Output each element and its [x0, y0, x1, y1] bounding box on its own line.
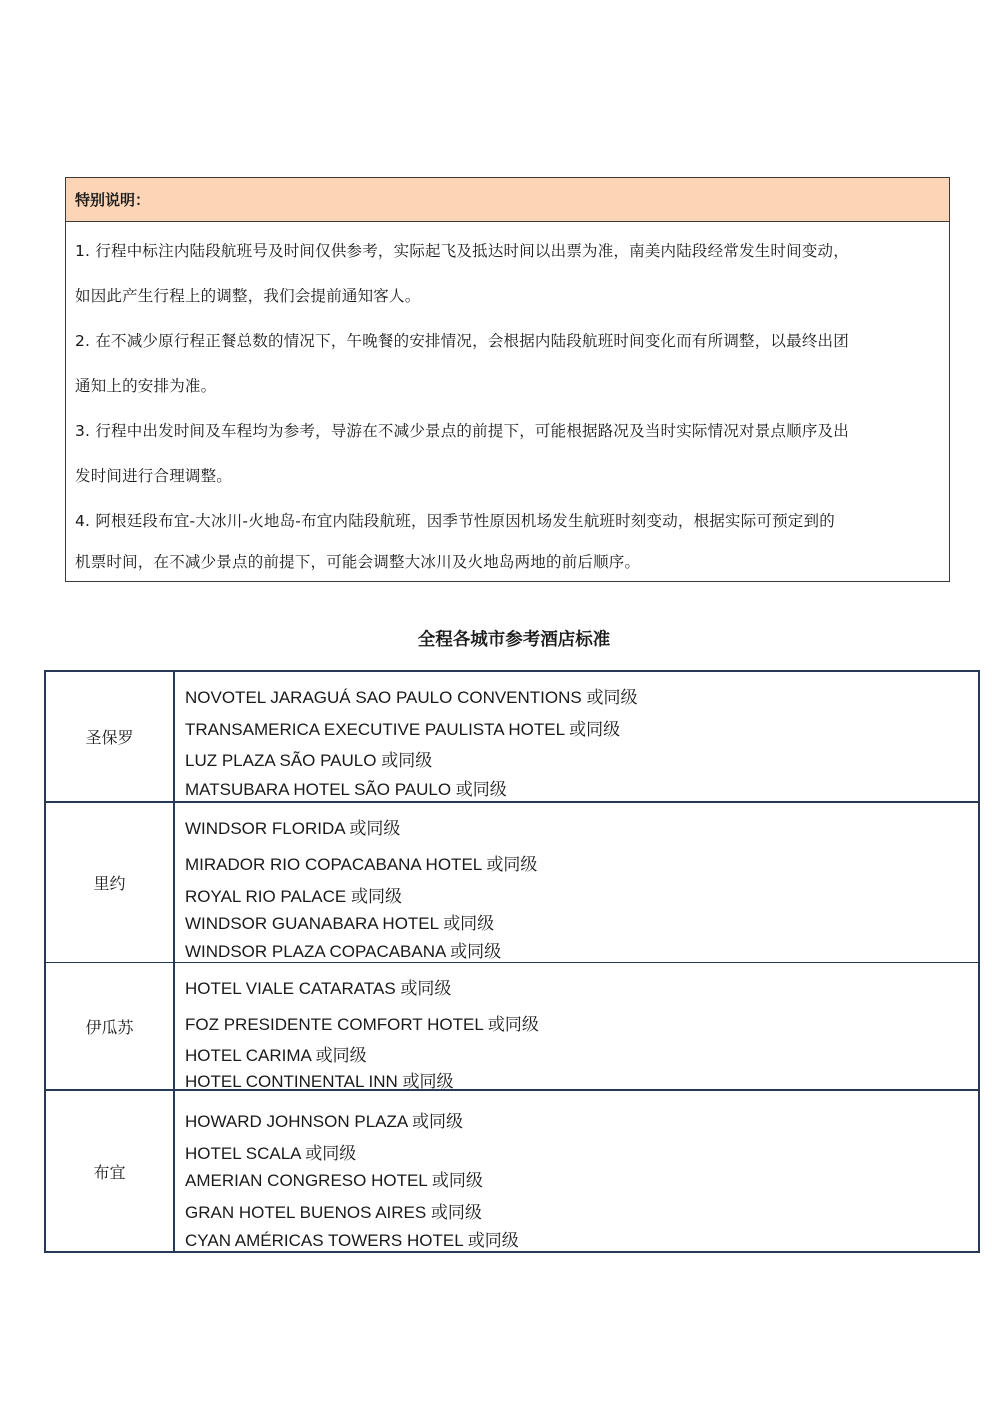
note-line: 机票时间，在不减少景点的前提下，可能会调整大冰川及火地岛两地的前后顺序。 — [75, 553, 641, 571]
city-name: 伊瓜苏 — [46, 963, 175, 1089]
city-name: 布宜 — [46, 1091, 175, 1251]
note-line: 3. 行程中出发时间及车程均为参考，导游在不减少景点的前提下，可能根据路况及当时实际情况对景点顺序及出 — [75, 422, 849, 440]
hotel-name: HOTEL VIALE CATARATAS 或同级 — [185, 979, 452, 998]
city-name: 圣保罗 — [46, 672, 175, 801]
hotel-row-sao-paulo — [46, 672, 978, 803]
hotel-name: HOTEL CONTINENTAL INN 或同级 — [185, 1072, 454, 1091]
notes-header: 特别说明： — [66, 178, 949, 222]
hotel-name: HOTEL SCALA 或同级 — [185, 1144, 357, 1163]
hotel-name: WINDSOR GUANABARA HOTEL 或同级 — [185, 914, 495, 933]
hotel-name: WINDSOR FLORIDA 或同级 — [185, 819, 401, 838]
hotel-name: HOTEL CARIMA 或同级 — [185, 1046, 367, 1065]
note-line: 如因此产生行程上的调整，我们会提前通知客人。 — [75, 287, 421, 305]
note-line: 发时间进行合理调整。 — [75, 467, 233, 485]
hotel-list — [175, 1091, 978, 1251]
hotel-name: FOZ PRESIDENTE COMFORT HOTEL 或同级 — [185, 1015, 539, 1034]
hotel-section-title: 全程各城市参考酒店标准 — [417, 630, 611, 650]
hotel-name: WINDSOR PLAZA COPACABANA 或同级 — [185, 942, 502, 961]
note-line: 2. 在不减少原行程正餐总数的情况下，午晚餐的安排情况，会根据内陆段航班时间变化而有所调整，以最终出团 — [75, 332, 849, 350]
hotel-name: CYAN AMÉRICAS TOWERS HOTEL 或同级 — [185, 1231, 519, 1250]
hotel-name: MATSUBARA HOTEL SÃO PAULO 或同级 — [185, 780, 507, 799]
hotel-list — [175, 803, 978, 962]
hotel-row-rio — [46, 803, 978, 963]
hotel-list — [175, 672, 978, 801]
note-line: 1. 行程中标注内陆段航班号及时间仅供参考，实际起飞及抵达时间以出票为准，南美内陆段经常发生时间变动， — [75, 242, 849, 260]
hotel-name: GRAN HOTEL BUENOS AIRES 或同级 — [185, 1203, 482, 1222]
hotel-name: LUZ PLAZA SÃO PAULO 或同级 — [185, 751, 433, 770]
hotel-row-buenos-aires — [46, 1091, 978, 1251]
city-name: 里约 — [46, 803, 175, 962]
hotel-table — [44, 670, 980, 1253]
hotel-row-iguazu — [46, 963, 978, 1091]
hotel-name: NOVOTEL JARAGUÁ SAO PAULO CONVENTIONS 或同级 — [185, 688, 638, 707]
notes-body — [66, 222, 949, 580]
note-line: 通知上的安排为准。 — [75, 377, 217, 395]
hotel-list — [175, 963, 978, 1089]
special-notes-box — [65, 177, 950, 582]
note-line: 4. 阿根廷段布宜-大冰川-火地岛-布宜内陆段航班，因季节性原因机场发生航班时刻变动，根据实际可预定到的 — [75, 512, 835, 530]
hotel-name: ROYAL RIO PALACE 或同级 — [185, 887, 402, 906]
hotel-name: HOWARD JOHNSON PLAZA 或同级 — [185, 1112, 464, 1131]
hotel-name: AMERIAN CONGRESO HOTEL 或同级 — [185, 1171, 483, 1190]
hotel-name: MIRADOR RIO COPACABANA HOTEL 或同级 — [185, 855, 538, 874]
hotel-name: TRANSAMERICA EXECUTIVE PAULISTA HOTEL 或同级 — [185, 720, 621, 739]
